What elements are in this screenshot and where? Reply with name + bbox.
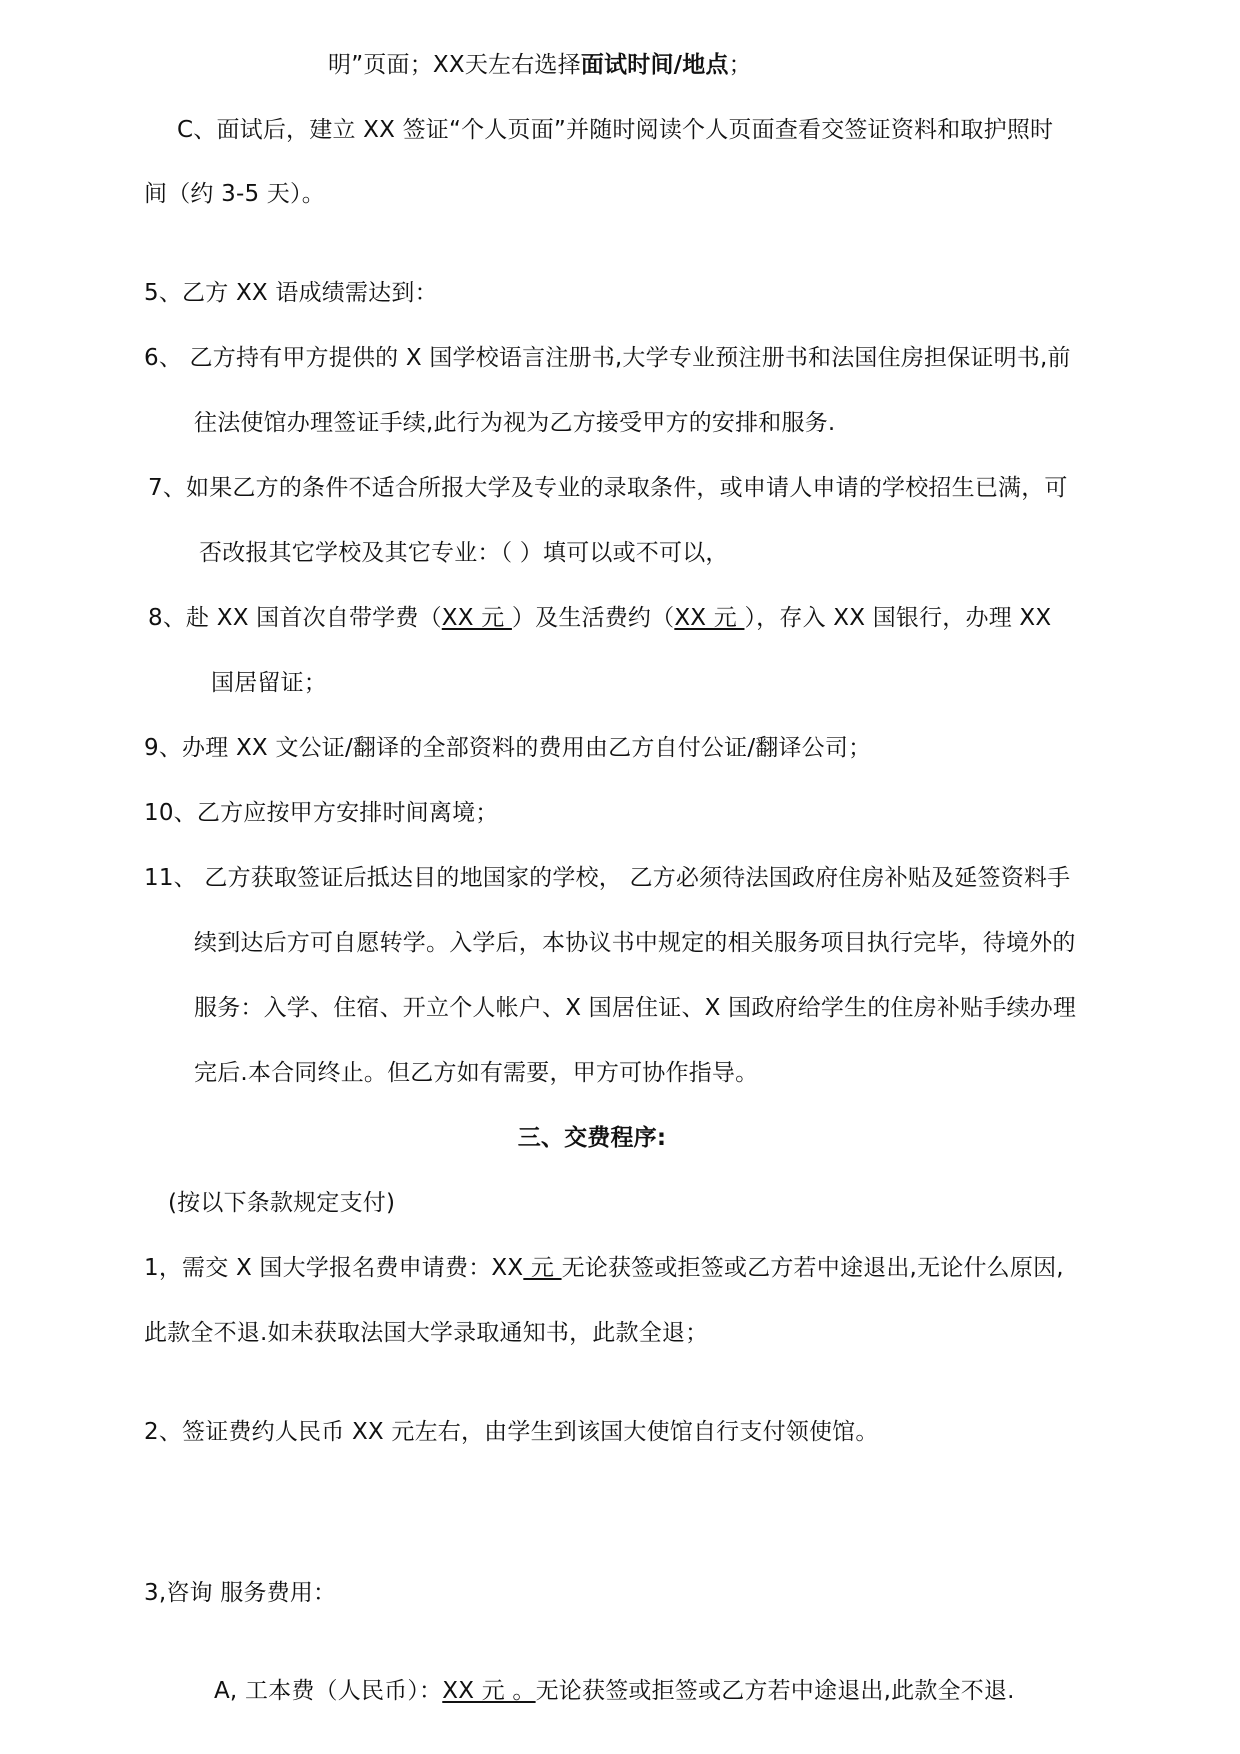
item-8-cont: 国居留证； xyxy=(211,670,327,696)
line-step-c-cont: 间（约 3-5 天）。 xyxy=(144,181,325,207)
section-3-heading: 三、交费程序: xyxy=(517,1125,667,1151)
item-5: 5、乙方 XX 语成绩需达到： xyxy=(144,280,438,306)
item-9: 9、办理 XX 文公证/翻译的全部资料的费用由乙方自付公证/翻译公司； xyxy=(144,735,872,761)
fee-item-2: 2、签证费约人民币 XX 元左右，由学生到该国大使馆自行支付领使馆。 xyxy=(144,1419,879,1445)
line-step-c: C、面试后，建立 XX 签证“个人页面”并随时阅读个人页面查看交签证资料和取护照时 xyxy=(177,117,1054,143)
item-10: 10、乙方应按甲方安排时间离境； xyxy=(144,800,499,826)
cost-fee-amount: XX 元 。 xyxy=(442,1678,536,1704)
item-8: 8、赴 XX 国首次自带学费（XX 元 ）及生活费约（XX 元 ），存入 XX 国银行，办理 XX xyxy=(148,605,1052,631)
living-cost-amount: XX 元 xyxy=(674,605,745,631)
line-interview-selection: 明”页面；XX天左右选择面试时间/地点； xyxy=(328,52,752,78)
fee-item-1: 1，需交 X 国大学报名费申请费：XX 元 无论获签或拒签或乙方若中途退出,无论什么原因, xyxy=(144,1255,1064,1281)
fee-item-3-a: A, 工本费（人民币）：XX 元 。无论获签或拒签或乙方若中途退出,此款全不退. xyxy=(214,1678,1015,1704)
item-11-cont-2: 服务：入学、住宿、开立个人帐户、X 国居住证、X 国政府给学生的住房补贴手续办理 xyxy=(194,995,1077,1021)
item-6-cont: 往法使馆办理签证手续,此行为视为乙方接受甲方的安排和服务. xyxy=(194,410,836,436)
interview-time-place: 面试时间/地点 xyxy=(580,52,729,78)
fee-item-3: 3,咨询 服务费用： xyxy=(144,1580,337,1606)
item-7: 7、如果乙方的条件不适合所报大学及专业的录取条件，或申请人申请的学校招生已满，可 xyxy=(148,475,1068,501)
fee-item-1-cont: 此款全不退.如未获取法国大学录取通知书，此款全退； xyxy=(144,1320,709,1346)
item-6: 6、 乙方持有甲方提供的 X 国学校语言注册书,大学专业预注册书和法国住房担保证明书,前 xyxy=(144,345,1071,371)
item-7-cont: 否改报其它学校及其它专业：（ ）填可以或不可以， xyxy=(199,540,729,566)
application-fee-unit: 元 xyxy=(523,1255,562,1281)
section-3-note: (按以下条款规定支付) xyxy=(168,1190,396,1216)
item-11-cont-3: 完后.本合同终止。但乙方如有需要，甲方可协作指导。 xyxy=(194,1060,759,1086)
tuition-amount: XX 元 xyxy=(441,605,512,631)
item-11: 11、 乙方获取签证后抵达目的地国家的学校， 乙方必须待法国政府住房补贴及延签资料手 xyxy=(144,865,1071,891)
item-11-cont-1: 续到达后方可自愿转学。入学后，本协议书中规定的相关服务项目执行完毕，待境外的 xyxy=(194,930,1076,956)
